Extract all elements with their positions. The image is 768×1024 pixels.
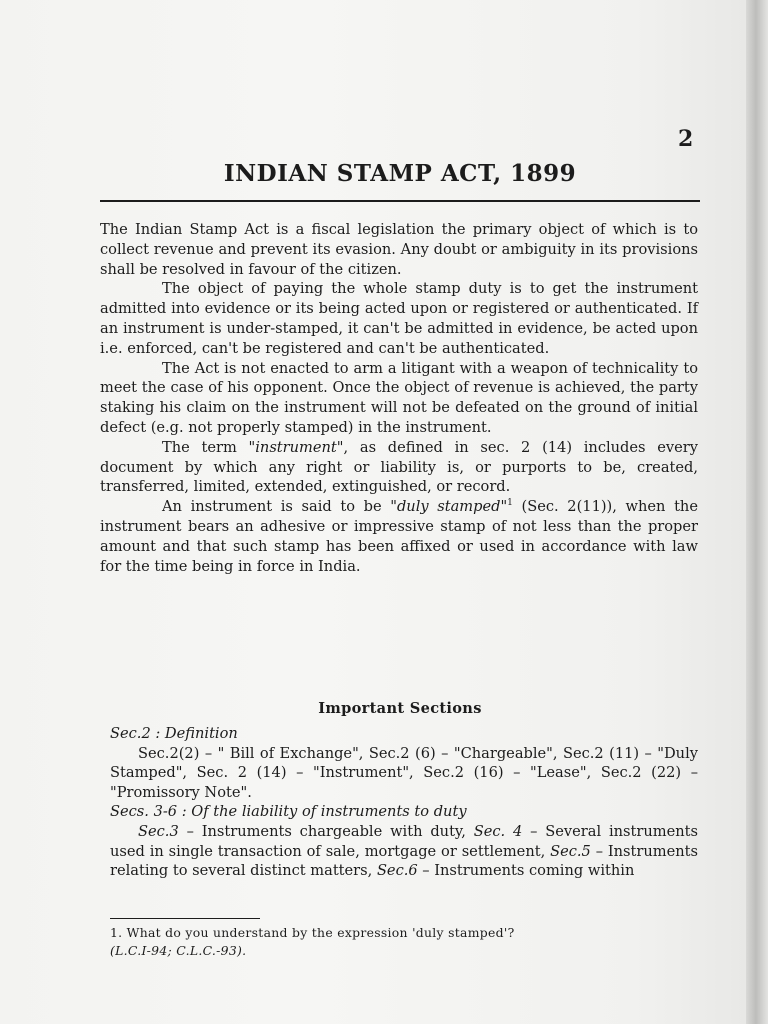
sec5-label: Sec.5 xyxy=(550,842,591,860)
p5-start: An instrument is said to be " xyxy=(162,498,397,516)
footnote-ref-text xyxy=(110,942,698,960)
sec2-title xyxy=(110,724,698,744)
sec36-title xyxy=(110,802,698,822)
important-sections xyxy=(110,724,698,881)
term-duly-stamped: duly stamped xyxy=(396,498,501,516)
title-rule xyxy=(100,200,700,202)
p4-rest: ", as defined in sec. 2 (14) includes every document by which any right or liability is, or purports to be, created, transferred, limited, extended, extinguished, or record. xyxy=(100,438,698,496)
paragraph-3: The Act is not enacted to arm a litigant with a weapon of technicality to meet the case of his opponent. Once the object of revenue is achieved, the party staking his claim on the instrument will not be defeated on the ground of initial defect (e.g. not properly stamped) in the instrument. xyxy=(100,359,698,436)
sec3-label: Sec.3 xyxy=(138,822,179,840)
sec5-text: – Instruments relating to several distinct matters, xyxy=(110,842,699,880)
sec6-text: – Instruments coming within xyxy=(417,862,635,880)
footnote xyxy=(110,924,698,960)
p5-rest: (Sec. 2(11)), when the instrument bears an adhesive or impressive stamp of not less than the proper amount and that such stamp has been affixed or used in accordance with law for the time being in force in India. xyxy=(100,498,698,575)
footnote-citation: (L.C.I-94; C.L.C.-93). xyxy=(110,943,247,958)
p5-mark: " xyxy=(500,498,508,516)
paragraph-5 xyxy=(100,497,698,576)
sec4-label: Sec. 4 xyxy=(473,822,523,840)
sec2-list: Sec.2(2) – " Bill of Exchange", Sec.2 (6) – "Chargeable", Sec.2 (11) – "Duly Stamped", Sec. 2 (14) – "Instrument", Sec.2 (16) – "Lease", Sec.2 (22) – "Promissory Note". xyxy=(110,744,698,801)
paragraph-1: The Indian Stamp Act is a fiscal legislation the primary object of which is to collect revenue and prevent its evasion. Any doubt or ambiguity in its provisions shall be resolved in favour of the citizen. xyxy=(100,221,698,278)
sec6-label: Sec.6 xyxy=(376,862,418,880)
footnote-text: 1. What do you understand by the expression 'duly stamped'? xyxy=(110,925,515,940)
footnote-ref: 1 xyxy=(507,498,513,509)
footnote-rule xyxy=(110,918,260,919)
sec3-text: – Instruments chargeable with duty, xyxy=(178,822,474,840)
page-number: 2 xyxy=(678,126,694,152)
sec2-title-text: Sec.2 : Definition xyxy=(110,725,238,742)
chapter-title: INDIAN STAMP ACT, 1899 xyxy=(223,160,577,187)
p4-start: The term " xyxy=(162,438,256,456)
section-heading: Important Sections xyxy=(318,700,482,717)
paragraph-4 xyxy=(100,438,698,497)
body-text xyxy=(100,220,698,576)
term-instrument: instrument xyxy=(255,438,337,456)
sec3-6-list xyxy=(110,822,698,881)
sec36-title-text: Secs. 3-6 : Of the liability of instruments to duty xyxy=(110,803,467,821)
paragraph-2: The object of paying the whole stamp duty is to get the instrument admitted into evidence or its being acted upon or registered or authenticated. If an instrument is under-stamped, it can't be admitted in evidence, be acted upon i.e. enforced, can't be registered and can't be authenticated. xyxy=(100,280,698,357)
sec4-text: – Several instruments used in single transaction of sale, mortgage or settlement, xyxy=(110,822,698,860)
page-edge xyxy=(746,0,768,1024)
